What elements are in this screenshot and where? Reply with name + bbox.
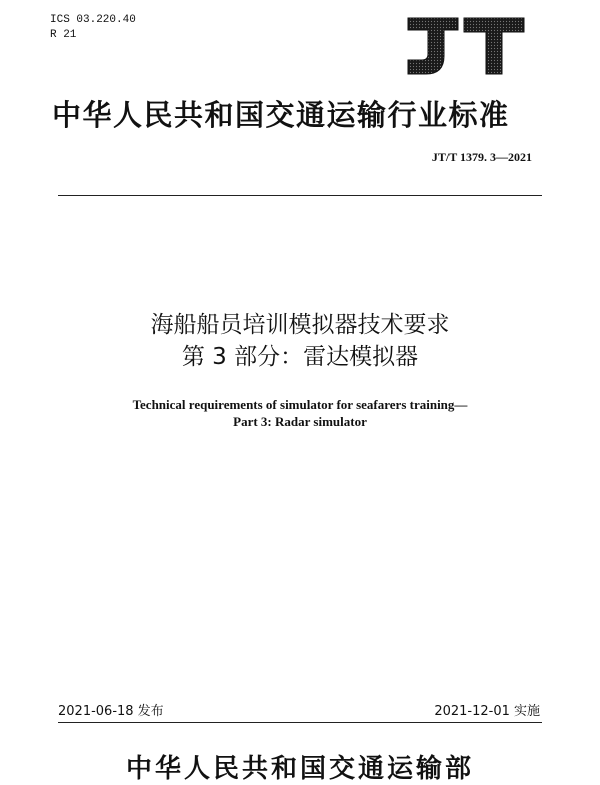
top-divider	[58, 195, 542, 196]
title-zh-line1: 海船船员培训模拟器技术要求	[150, 312, 450, 338]
title-zh-line2: 第 3 部分：雷达模拟器	[181, 344, 419, 370]
standard-category: 中华人民共和国交通运输行业标准	[52, 100, 510, 132]
title-en-line1: Technical requirements of simulator for seafarers training—	[132, 397, 468, 412]
implementation-date: 2021-12-01 实施	[434, 704, 540, 719]
standard-number: JT/T 1379. 3—2021	[431, 150, 532, 164]
ics-code: ICS 03.220.40	[50, 14, 136, 26]
logo-text: JT	[400, 14, 402, 15]
jt-logo	[400, 14, 528, 78]
ccs-code: R 21	[50, 29, 77, 41]
issue-date: 2021-06-18 发布	[58, 704, 164, 719]
bottom-divider	[58, 722, 542, 723]
title-en-line2: Part 3: Radar simulator	[233, 414, 367, 429]
issuing-authority: 中华人民共和国交通运输部	[125, 754, 474, 783]
